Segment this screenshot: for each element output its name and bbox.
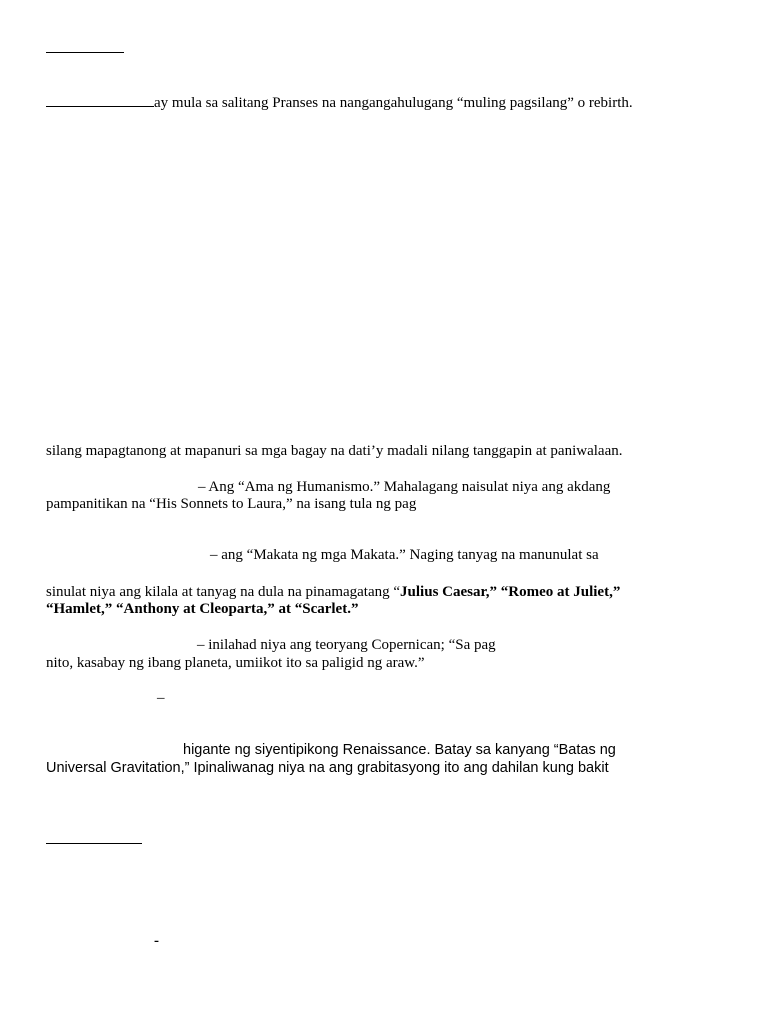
paragraph-line-mapagtanong: silang mapagtanong at mapanuri sa mga bagay na dati’y madali nilang tanggapin at paniwalaan. <box>46 443 623 459</box>
play-titles-part-2: “Hamlet,” “Anthony at Cleoparta,” at “Scarlet.” <box>46 601 359 617</box>
petrarch-line-2: pampanitikan na “His Sonnets to Laura,” na isang tula ng pag <box>46 496 417 512</box>
renaissance-definition-text: ay mula sa salitang Pranses na nangangahulugang “muling pagsilang” o rebirth. <box>154 95 633 111</box>
copernicus-line-1: – inilahad niya ang teoryang Copernican; “Sa pag <box>197 637 496 653</box>
shakespeare-line-2-text: sinulat niya ang kilala at tanyag na dula na pinamagatang “ <box>46 584 401 600</box>
play-titles-part-1: Julius Caesar,” “Romeo at Juliet,” <box>400 584 621 600</box>
newton-line-1: higante ng siyentipikong Renaissance. Batay sa kanyang “Batas ng <box>183 742 616 758</box>
renaissance-definition <box>46 93 633 112</box>
shakespeare-line-1: – ang “Makata ng mga Makata.” Naging tanyag na manunulat sa <box>210 547 599 563</box>
shakespeare-line-2 <box>46 583 620 601</box>
blank-line-bottom <box>46 843 142 844</box>
newton-line-2: Universal Gravitation,” Ipinaliwanag niya na ang grabitasyong ito ang dahilan kung bakit <box>46 760 609 776</box>
answer-blank <box>46 93 154 107</box>
bottom-dash: - <box>154 933 159 949</box>
petrarch-line-1: – Ang “Ama ng Humanismo.” Mahalagang naisulat niya ang akdang <box>198 479 611 495</box>
copernicus-line-2: nito, kasabay ng ibang planeta, umiikot ito sa paligid ng araw.” <box>46 655 425 671</box>
lone-dash: – <box>157 690 165 706</box>
blank-line-top <box>46 52 124 53</box>
